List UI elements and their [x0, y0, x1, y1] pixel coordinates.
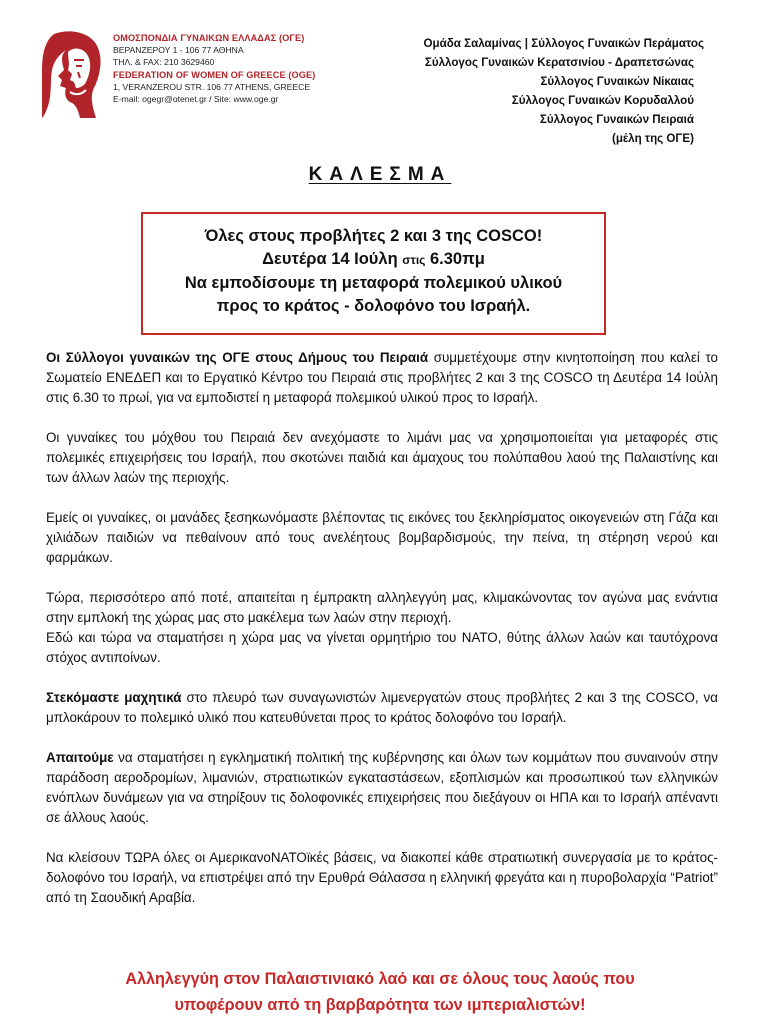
paragraph-bold-lead: Στεκόμαστε μαχητικά: [46, 690, 182, 705]
paragraph-text: στο πλευρό των συναγωνιστών λιμενεργατών στους προβλήτες 2 και 3 της COSCO, να μπλοκάρουν το πολεμικό υλικό που κατευθύνεται προς το κράτος δολοφόνο του Ισραήλ.: [46, 690, 718, 725]
org-contact: E-mail: ogegr@otenet.gr / Site: www.oge.gr: [113, 94, 279, 105]
callout-at: στις: [402, 253, 426, 267]
letterhead: [40, 30, 350, 130]
callout-time: 6.30πμ: [425, 250, 485, 268]
callout-line-2: [143, 248, 604, 272]
body-text: [46, 348, 718, 928]
club-line: Σύλλογος Γυναικών Κερατσινίου - Δραπετσώνας: [424, 56, 694, 69]
woman-profile-logo-icon: [40, 30, 106, 122]
org-phone: ΤΗΛ. & FAX: 210 3629460: [113, 57, 215, 68]
member-clubs-list: [354, 34, 704, 148]
club-line: (μέλη της ΟΓΕ): [611, 132, 694, 145]
paragraph-bold-lead: Οι Σύλλογοι γυναικών της ΟΓΕ στους Δήμους του Πειραιά: [46, 350, 429, 365]
org-address-greek: ΒΕΡΑΝΖΕΡΟΥ 1 - 106 77 ΑΘΗΝΑ: [113, 45, 244, 56]
paragraph: [46, 748, 718, 828]
callout-line-1: Όλες στους προβλήτες 2 και 3 της COSCO!: [204, 227, 543, 245]
title-text: ΚΑΛΕΣΜΑ: [308, 164, 452, 185]
callout-date: Δευτέρα 14 Ιούλη: [262, 250, 403, 268]
paragraph: Οι γυναίκες του μόχθου του Πειραιά δεν ανεχόμαστε το λιμάνι μας να χρησιμοποιείται για μεταφορές στις πολεμικές επιχειρήσεις του Ισραήλ, που σκοτώνει παιδιά και άμαχους του πολύπαθου λαού της Παλαιστίνης και των άλλων λαών της περιοχής.: [46, 430, 718, 485]
paragraph: Τώρα, περισσότερο από ποτέ, απαιτείται η έμπρακτη αλληλεγγύη μας, κλιμακώνοντας τον αγώνα μας ενάντια στην εμπλοκή της χώρας μας στο μακέλεμα των λαών στην περιοχή.: [46, 590, 718, 625]
paragraph: Εμείς οι γυναίκες, οι μανάδες ξεσηκωνόμαστε βλέποντας τις εικόνες του ξεκληρίσματος οικογενειών στη Γάζα και χιλιάδων παιδιών να πεθαίνουν από τους ανελέητους βομβαρδισμούς, την πείνα, τη στέρηση νερού και φαρμάκων.: [46, 510, 718, 565]
club-line: Σύλλογος Γυναικών Νίκαιας: [540, 75, 694, 88]
paragraph: Να κλείσουν ΤΩΡΑ όλες οι ΑμερικανοΝΑΤΟϊκές βάσεις, να διακοπεί κάθε στρατιωτική συνεργασία με το κράτος-δολοφόνο του Ισραήλ, να επιστρέψει από την Ερυθρά Θάλασσα η ελληνική φρεγάτα και η πυροβολαρχία “Patriot” από τη Σαουδική Αραβία.: [46, 850, 718, 905]
callout-line-4: προς το κράτος - δολοφόνο του Ισραήλ.: [216, 297, 531, 315]
paragraph: [46, 348, 718, 408]
club-line: Σύλλογος Γυναικών Κορυδαλλού: [511, 94, 694, 107]
paragraph-text: να σταματήσει η εγκληματική πολιτική της κυβέρνησης και όλων των κομμάτων που συναινούν στην παράδοση αεροδρομίων, λιμανιών, στρατιωτικών εγκαταστάσεων, εξοπλισμών και προσωπικού των ελληνικών ενόπλων δυνάμεων για να στηρίξουν τις δολοφονικές επιχειρήσεις που διεξάγουν οι ΗΠΑ και το Ισραήλ απέναντι σε άλλους λαούς.: [46, 750, 718, 825]
callout-box: [141, 212, 606, 335]
letterhead-text: [113, 32, 353, 105]
paragraph: [46, 688, 718, 728]
closing-slogan: [0, 966, 760, 1018]
paragraph: Εδώ και τώρα να σταματήσει η χώρα μας να γίνεται ορμητήριο του ΝΑΤΟ, θύτης άλλων λαών και ταυτόχρονα στόχος αντιποίνων.: [46, 630, 718, 665]
slogan-line-1: Αλληλεγγύη στον Παλαιστινιακό λαό και σε όλους τους λαούς που: [125, 970, 635, 988]
slogan-line-2: υποφέρουν από τη βαρβαρότητα των ιμπεριαλιστών!: [174, 996, 586, 1014]
document-title: [0, 164, 760, 186]
org-address-english: 1, VERANZEROU STR. 106 77 ATHENS, GREECE: [113, 81, 311, 92]
club-line: Σύλλογος Γυναικών Πειραιά: [539, 113, 694, 126]
org-name-greek: ΟΜΟΣΠΟΝΔΙΑ ΓΥΝΑΙΚΩΝ ΕΛΛΑΔΑΣ (ΟΓΕ): [113, 33, 305, 43]
club-line: Ομάδα Σαλαμίνας | Σύλλογος Γυναικών Περάματος: [423, 37, 704, 50]
paragraph-bold-lead: Απαιτούμε: [46, 750, 114, 765]
org-name-english: FEDERATION OF WOMEN OF GREECE (OGE): [113, 69, 316, 80]
paragraph-text: συμμετέχουμε στην κινητοποίηση που καλεί το Σωματείο ΕΝΕΔΕΠ και το Εργατικό Κέντρο του Πειραιά στις προβλήτες 2 και 3 της COSCO τη Δευτέρα 14 Ιούλη στις 6.30 το πρωί, για να εμποδιστεί η μεταφορά πολεμικού υλικού προς το Ισραήλ.: [46, 350, 718, 405]
callout-line-3: Να εμποδίσουμε τη μεταφορά πολεμικού υλικού: [184, 274, 563, 292]
